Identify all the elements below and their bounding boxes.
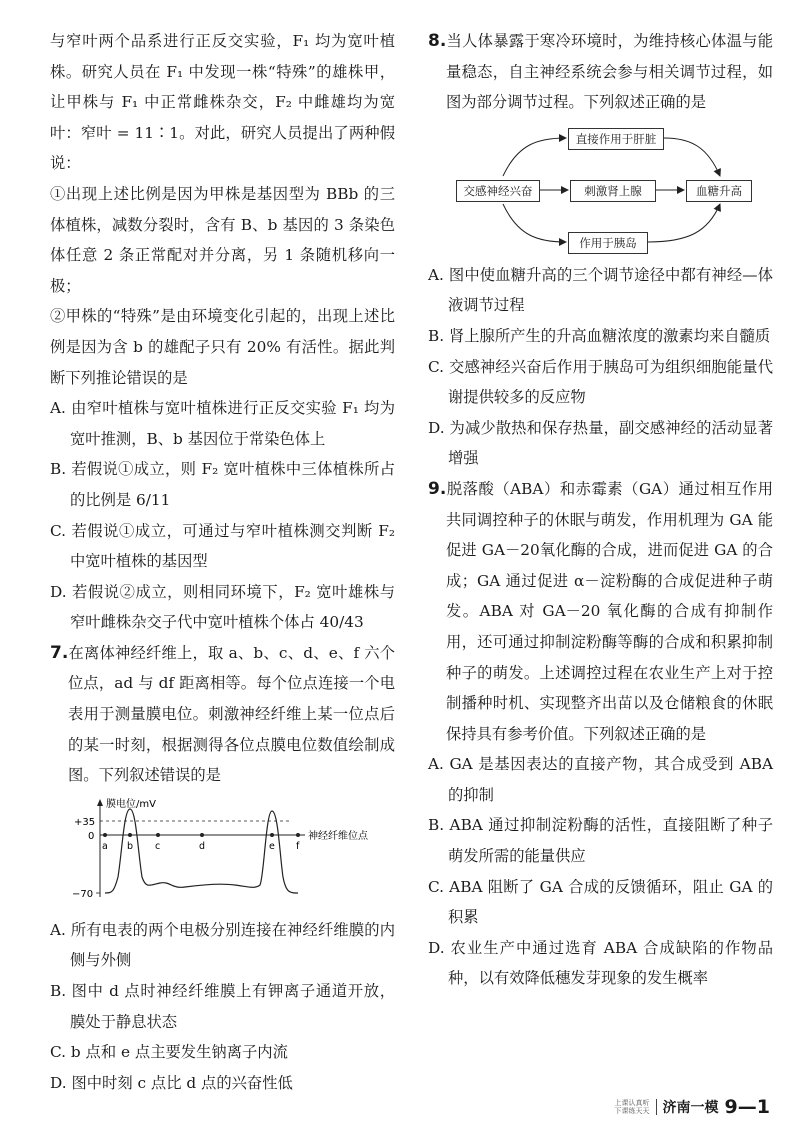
brand-line-1: 上课认真听 [614,1099,650,1107]
q9-option-b: B. ABA 通过抑制淀粉酶的活性，直接阻断了种子萌发所需的能量供应 [428,816,773,866]
q7-stem-text: 在离体神经纤维上，取 a、b、c、d、e、f 六个位点，ad 与 df 距离相等。每个位点连接一个电表用于测量膜电位。刺激神经纤维上某一位点后的某一时刻，根据测得各位点膜电位数值绘制成图。下列叙述错误的是 [68,643,395,785]
page-number: 9—1 [724,1096,770,1118]
arrow-top-to-end [664,138,720,176]
q6-option-c: C. 若假说①成立，可通过与窄叶植株测交判断 F₂ 中宽叶植株的基因型 [50,521,395,571]
q6-intro-1: 与窄叶两个品系进行正反交实验，F₁ 均为宽叶植株。研究人员在 F₁ 中发现一株“特殊”的雄株甲，让甲株与 F₁ 中正常雌株杂交，F₂ 中雌雄均为宽叶：窄叶 = 11∶1。对此，研究人员提出了两种假说： [50,32,395,173]
q8-stem-text: 当人体暴露于寒冷环境时，为维持核心体温与能量稳态，自主神经系统会参与相关调节过程，如图为部分调节过程。下列叙述正确的是 [446,32,773,112]
arrow-start-to-bottom [503,204,566,242]
point-d-dot [200,833,204,837]
q7-option-b: B. 图中 d 点时神经纤维膜上有钾离子通道开放，膜处于静息状态 [50,982,395,1031]
point-a-label: a [102,840,108,852]
box-adrenal: 刺激肾上腺 [570,180,656,202]
q6-option-b: B. 若假说①成立，则 F₂ 宽叶植株中三体植株所占的比例是 6/11 [50,460,395,509]
q6-option-d: D. 若假说②成立，则相同环境下，F₂ 宽叶雄株与窄叶雌株杂交子代中宽叶植株个体占 40/43 [50,582,395,632]
q9-option-d: D. 农业生产中通过选育 ABA 合成缺陷的作物品种，以有效降低穗发芽现象的发生概率 [428,938,773,988]
q6-option-a: A. 由窄叶植株与宽叶植株进行正反交实验 F₁ 均为宽叶推测，B、b 基因位于常染色体上 [50,399,395,448]
q7-option-a: A. 所有电表的两个电极分别连接在神经纤维膜的内侧与外侧 [50,920,395,970]
arrow-start-to-top [503,138,566,176]
point-d-label: d [199,840,206,852]
q7-option-d: D. 图中时刻 c 点比 d 点的兴奋性低 [50,1073,293,1092]
point-c-label: c [155,840,161,852]
membrane-potential-svg [50,797,395,909]
q7-option-c: C. b 点和 e 点主要发生钠离子内流 [50,1043,288,1062]
q8-option-a: A. 图中使血糖升高的三个调节途径中都有神经—体液调节过程 [428,265,773,315]
regulation-flowchart [428,124,773,254]
q8-option-b: B. 肾上腺所产生的升高血糖浓度的激素均来自髓质 [428,326,771,345]
point-a-dot [103,833,107,837]
box-blood-sugar: 血糖升高 [686,180,752,202]
q6-hypothesis-1: ①出现上述比例是因为甲株是基因型为 BBb 的三体植株，减数分裂时，含有 B、b 基因的 3 条染色体任意 2 条正常配对并分离，另 1 条随机移向一极； [50,184,395,295]
box-liver: 直接作用于肝脏 [568,128,664,150]
box-pancreas: 作用于胰岛 [568,232,648,254]
q9-option-c: C. ABA 阻断了 GA 合成的反馈循环，阻止 GA 的积累 [428,877,773,927]
footer-brand [615,1099,650,1115]
x-axis-label: 神经纤维位点 [308,830,368,842]
brand-line-2: 下课练天天 [614,1107,650,1115]
q6-hypothesis-2: ②甲株的“特殊”是由环境变化引起的，出现上述比例是因为含 b 的雄配子只有 20% 有活性。据此判断下列推论错误的是 [50,307,395,387]
point-b-label: b [127,840,134,852]
point-e-dot [270,833,274,837]
page-footer [615,1096,770,1118]
left-column [50,26,395,1098]
point-b-dot [128,833,132,837]
q8-stem [428,26,773,118]
tick-zero: 0 [88,830,95,842]
q8-number: 8. [428,31,447,51]
point-f-label: f [296,840,300,852]
q8-option-c: C. 交感神经兴奋后作用于胰岛可为组织细胞能量代谢提供较多的反应物 [428,357,773,407]
q7-stem [50,638,395,791]
y-axis-label: 膜电位/mV [106,798,156,810]
box-sympathetic: 交感神经兴奋 [456,180,540,202]
q9-stem [428,474,773,749]
point-c-dot [156,833,160,837]
footer-separator [656,1099,657,1115]
q8-option-d: D. 为减少散热和保存热量，副交感神经的活动显著增强 [428,418,773,468]
y-axis-arrow [97,799,103,806]
tick-minus70: −70 [72,888,94,900]
membrane-potential-graph [50,797,395,909]
q7-number: 7. [50,642,69,663]
q9-stem-text: 脱落酸（ABA）和赤霉素（GA）通过相互作用共同调控种子的休眠与萌发，作用机理为 GA 能促进 GA－20氧化酶的合成，进而促进 GA 的合成；GA 通过促进 α－淀粉酶的合成促进种子萌发。ABA 对 GA－20 氧化酶的合成有抑制作用，还可通过抑制淀粉酶等酶的合成和积累抑制种子的萌发。上述调控过程在农业生产上对于控制播种时机、实现整齐出苗以及仓储粮食的休眠保持具有参考价值。下列叙述正确的是 [446,479,773,743]
q9-number: 9. [428,478,447,499]
q9-option-a: A. GA 是基因表达的直接产物，其合成受到 ABA 的抑制 [428,755,773,804]
exam-name: 济南一模 [662,1100,719,1116]
arrow-bottom-to-end [648,204,720,242]
right-column [428,26,773,994]
point-f-dot [296,833,300,837]
tick-plus35: +35 [74,816,96,828]
point-e-label: e [269,840,275,852]
